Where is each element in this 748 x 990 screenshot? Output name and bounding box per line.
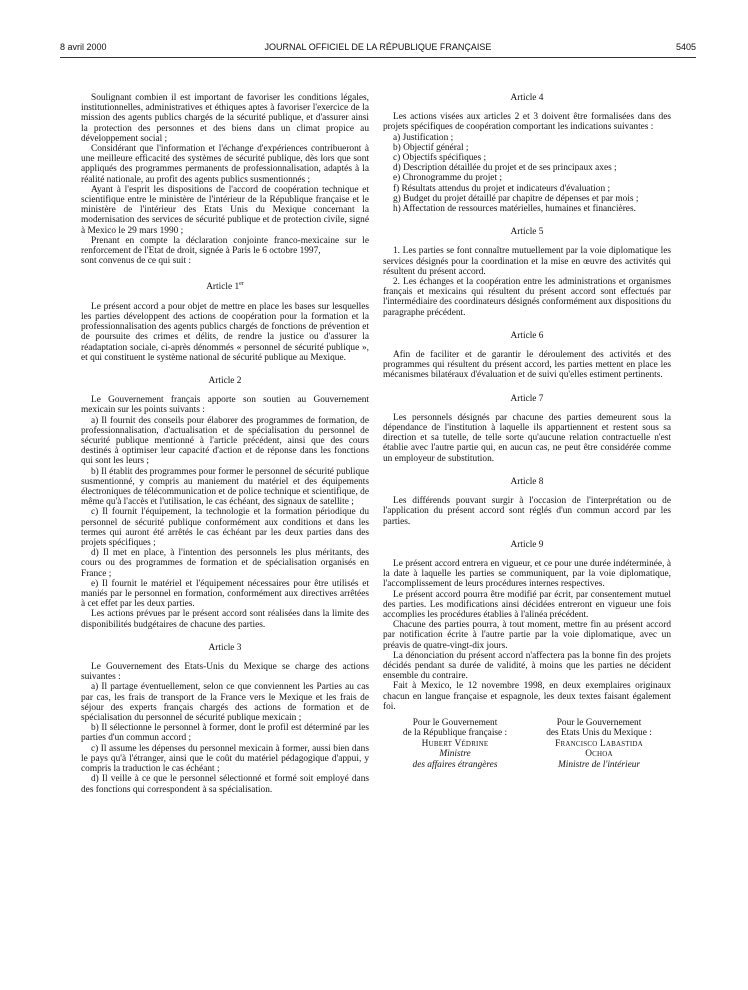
list-item: e) Il fournit le matériel et l'équipement nécessaires pour être utilisés et maniés par le personnel en formation, conformément aux directives arrêtées à cet effet par les deux parties. xyxy=(81,578,369,610)
list-item: d) Description détaillée du projet et de ses principaux axes ; xyxy=(393,163,617,174)
paragraph: Le présent accord a pour objet de mettre en place les bases sur lesquelles les parties développent des actions de coopération pour la formation et la professionnalisation des agents publics chargés de fonctions de prévention et de poursuite des crimes et délits, de rendre la justice ou d'assurer la réadaptation sociale, ci-après dénommés « personnel de sécurité publique », et qui constituent le système national de sécurité publique au Mexique. xyxy=(81,301,369,363)
list-item: e) Chronogramme du projet ; xyxy=(393,173,502,184)
article-heading: Article 6 xyxy=(510,330,544,341)
list-item: c) Objectifs spécifiques ; xyxy=(393,153,487,164)
paragraph: Chacune des parties pourra, à tout moment, mettre fin au présent accord par notification écrite à l'autre partie par la voie diplomatique, avec un préavis de quatre-vingt-dix jours. xyxy=(383,620,671,651)
signature-line: Pour le Gouvernement xyxy=(412,717,498,728)
signature-france xyxy=(385,718,525,770)
paragraph: Les actions visées aux articles 2 et 3 doivent être formalisées dans des projets spécifiques de coopération comportant les indications suivantes : xyxy=(383,112,671,133)
paragraph: Fait à Mexico, le 12 novembre 1998, en deux exemplaires originaux chacun en langue française et espagnole, les deux textes faisant également foi. xyxy=(383,681,671,712)
article-heading: Article 9 xyxy=(510,539,544,550)
signature-mexico xyxy=(529,718,669,770)
article-heading: Article 5 xyxy=(510,227,544,238)
header-rule xyxy=(60,57,696,58)
list-item: c) Il assume les dépenses du personnel mexicain à former, aussi bien dans le pays qu'à l'étranger, ainsi que le coût du matériel pédagogique d'appui, y compris la traduction le cas échéant ; xyxy=(81,743,369,775)
list-item: d) Il veille à ce que le personnel sélectionné et formé soit employé dans des fonctions qui correspondent à sa spécialisation. xyxy=(81,774,369,795)
left-column xyxy=(81,93,369,795)
list-item: a) Justification ; xyxy=(393,132,454,143)
article-heading: Article 4 xyxy=(510,93,544,103)
article-heading: Article 1er xyxy=(206,281,244,293)
paragraph: Les actions prévues par le présent accord sont réalisées dans la limite des disponibilités budgétaires de chacune des parties. xyxy=(81,609,369,630)
page-header xyxy=(60,42,696,56)
paragraph: Le présent accord entrera en vigueur, et ce pour une durée indéterminée, à la date à laquelle les parties se communiquent, par la voie diplomatique, l'accomplissement de leurs procédures internes respectives. xyxy=(383,558,671,590)
article-heading: Article 2 xyxy=(208,375,242,386)
list-item: b) Il sélectionne le personnel à former, dont le profil est déterminé par les parties d'un commun accord ; xyxy=(81,723,369,744)
paragraph: Considérant que l'information et l'échange d'expériences contribueront à une meilleure efficacité des systèmes de sécurité publique, dès lors que sont appliqués des programmes permanents de professionnalisation, adaptés à la réalité nationale, au profit des agents publics susmentionnés ; xyxy=(81,144,369,185)
list-item: b) Objectif général ; xyxy=(393,142,469,153)
list-item: g) Budget du projet détaillé par chapitre de dépenses et par mois ; xyxy=(393,193,639,204)
article-heading: Article 3 xyxy=(208,642,242,653)
header-title: JOURNAL OFFICIEL DE LA RÉPUBLIQUE FRANÇAISE xyxy=(264,42,492,52)
paragraph: Soulignant combien il est important de favoriser les conditions légales, institutionnelles, administratives et éthiques aptes à favoriser l'exercice de la mission des agents publics chargés de la sécurité publique, et d'assurer ainsi la protection des personnes et des biens dans un climat propice au développement social ; xyxy=(81,93,369,144)
signature-line: Pour le Gouvernement xyxy=(556,717,642,728)
signature-line: de la République française : xyxy=(402,728,508,739)
paragraph: Le Gouvernement français apporte son soutien au Gouvernement mexicain sur les points suivants : xyxy=(81,395,369,416)
paragraph: Le Gouvernement des Etats-Unis du Mexique se charge des actions suivantes : xyxy=(81,662,369,683)
list-item: b) Il établit des programmes pour former le personnel de sécurité publique susmentionné, y compris au maniement du matériel et des équipements électroniques de télécommunication et de police technique et scientifique, de même qu'à l'accès et l'utilisation, le cas échéant, des signaux de satellite ; xyxy=(81,466,369,508)
signatory-title: Ministre de l'intérieur xyxy=(557,759,641,770)
list-item: h) Affectation de ressources matérielles, humaines et financières. xyxy=(393,204,636,215)
list-item: f) Résultats attendus du projet et indicateurs d'évaluation ; xyxy=(393,183,611,194)
article-heading: Article 7 xyxy=(510,393,544,404)
list-item: a) Il fournit des conseils pour élaborer des programmes de formation, de professionnalisation, d'actualisation et de spécialisation du personnel de sécurité publique mentionné à l'article précédent, ainsi que des cours destinés à optimiser leur capacité d'action et de réponse dans les fonctions qui sont les leurs ; xyxy=(81,415,369,467)
list-item: d) Il met en place, à l'intention des personnels les plus méritants, des cours ou des programmes de formation et de spécialisation organisés en France ; xyxy=(81,548,369,579)
paragraph: 1. Les parties se font connaître mutuellement par la voie diplomatique les services désignés pour la coordination et la mise en œuvre des activités qui résultent du présent accord. xyxy=(383,246,671,277)
paragraph: 2. Les échanges et la coopération entre les administrations et organismes français et mexicains qui résultent du présent accord sont effectués par l'intermédiaire des coordinateurs désignés conformément aux dispositions du paragraphe précédent. xyxy=(383,277,671,318)
paragraph: Les personnels désignés par chacune des parties demeurent sous la dépendance de l'institution à laquelle ils appartiennent et restent sous sa direction et sa tutelle, de telle sorte qu'aucune relation contractuelle n'est établie avec l'autre partie qui, en aucun cas, ne peut être considérée comme un employeur de substitution. xyxy=(383,412,671,464)
list-item: c) Il fournit l'équipement, la technologie et la formation périodique du personnel de sécurité publique conformément aux conditions et dans les termes qui auront été arrêtés le cas échéant par les deux parties dans des projets spécifiques ; xyxy=(81,507,369,549)
paragraph: sont convenus de ce qui suit : xyxy=(81,256,192,267)
signatory-name: Francisco Labastida xyxy=(555,738,643,749)
article-heading: Article 8 xyxy=(510,476,544,487)
paragraph: Prenant en compte la déclaration conjointe franco-mexicaine sur le renforcement de l'Etat de droit, signée à Paris le 6 octobre 1997, xyxy=(81,235,369,257)
paragraph: Ayant à l'esprit les dispositions de l'accord de coopération technique et scientifique entre le ministère de l'intérieur de la République française et le ministère de l'intérieur des Etats Unis du Mexique concernant la modernisation des services de sécurité publique et de protection civile, signé à Mexico le 29 mars 1990 ; xyxy=(81,184,369,236)
signatory-title: des affaires étrangères xyxy=(412,759,498,770)
signature-line: des Etats Unis du Mexique : xyxy=(546,728,652,739)
paragraph: La dénonciation du présent accord n'affectera pas la bonne fin des projets décidés pendant sa durée de validité, à moins que les parties ne décident ensemble du contraire. xyxy=(383,650,671,682)
header-date: 8 avril 2000 xyxy=(60,42,107,52)
signatory-title: Ministre xyxy=(439,749,471,760)
signatory-name: Ochoa xyxy=(585,749,613,760)
paragraph: Le présent accord pourra être modifié par écrit, par consentement mutuel des parties. Les modifications ainsi décidées entreront en vigueur une fois accomplies les procédures établies à l'alinéa précédent. xyxy=(383,589,671,620)
paragraph: Les différends pouvant surgir à l'occasion de l'interprétation ou de l'application du présent accord sont réglés d'un commun accord par les parties. xyxy=(383,496,671,527)
signatory-name: Hubert Védrine xyxy=(421,738,489,749)
paragraph: Afin de faciliter et de garantir le déroulement des activités et des programmes qui résultent du présent accord, les parties mettent en place les mécanismes bilatéraux d'évaluation et de suivi qu'elles estiment pertinents. xyxy=(383,350,671,381)
list-item: a) Il partage éventuellement, selon ce que conviennent les Parties au cas par cas, les frais de transport de la France vers le Mexique et les frais de séjour des experts français chargés des actions de formation et de spécialisation du personnel de sécurité publique mexicain ; xyxy=(81,682,369,724)
signature-block xyxy=(383,718,671,770)
header-page-number: 5405 xyxy=(675,42,696,52)
right-column xyxy=(383,93,671,770)
